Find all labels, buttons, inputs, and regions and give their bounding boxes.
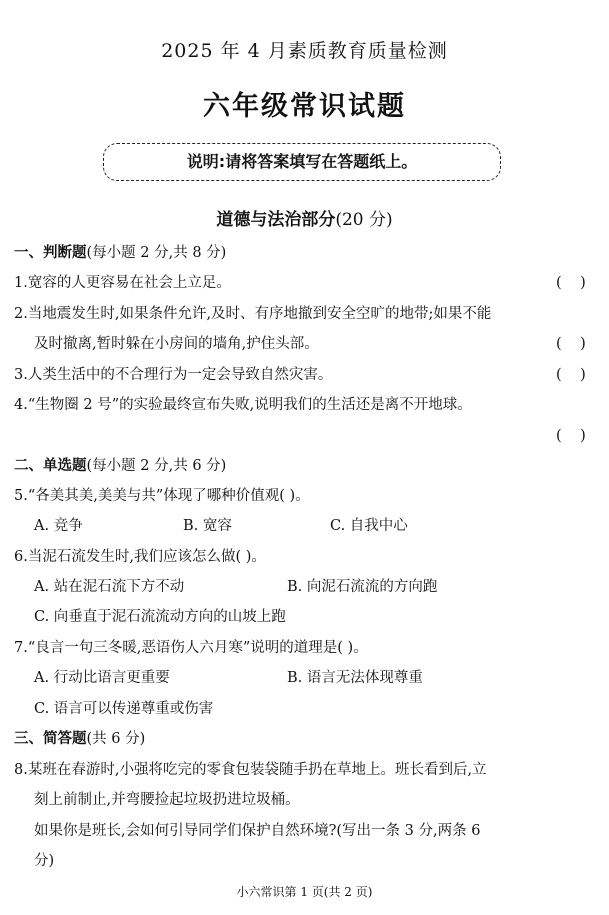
- exam-title: 六年级常识试题: [203, 91, 406, 122]
- section-1-note: (每小题 2 分,共 8 分): [86, 245, 227, 261]
- question-2-line-2: 及时撤离,暂时躲在小房间的墙角,护住头部。: [34, 336, 319, 352]
- section-2-title: 二、单选题: [14, 458, 87, 474]
- part-score: (20 分): [335, 210, 393, 230]
- question-6: 6.当泥石流发生时,我们应该怎么做( )。: [14, 549, 266, 565]
- section-2-note: (每小题 2 分,共 6 分): [86, 458, 227, 474]
- option-q5-b: B. 宽容: [183, 518, 232, 534]
- section-3-title: 三、简答题: [14, 731, 87, 747]
- question-8-line-4: 分): [34, 853, 55, 869]
- section-1-heading: [14, 243, 226, 263]
- answer-paren-q2: ( ): [556, 336, 586, 352]
- question-7: 7.“良言一句三冬暖,恶语伤人六月寒”说明的道理是( )。: [14, 640, 368, 656]
- question-2-line-1: 2.当地震发生时,如果条件允许,及时、有序地撤到安全空旷的地带;如果不能: [14, 306, 492, 322]
- page-footer: 小六常识第 1 页(共 2 页): [236, 885, 373, 899]
- option-q6-a: A. 站在泥石流下方不动: [34, 579, 185, 595]
- answer-paren-q4: ( ): [556, 428, 586, 444]
- answer-paren-q3: ( ): [556, 367, 586, 383]
- option-q6-b: B. 向泥石流流的方向跑: [287, 579, 438, 595]
- question-4: 4.“生物圈 2 号”的实验最终宣布失败,说明我们的生活还是离不开地球。: [14, 397, 472, 413]
- option-q7-b: B. 语言无法体现尊重: [287, 670, 423, 686]
- part-title: [0, 205, 609, 230]
- question-3: 3.人类生活中的不合理行为一定会导致自然灾害。: [14, 367, 333, 383]
- option-q5-a: A. 竞争: [34, 518, 83, 534]
- question-8-line-3: 如果你是班长,会如何引导同学们保护自然环境?(写出一条 3 分,两条 6: [34, 823, 481, 839]
- exam-header: 2025 年 4 月素质教育质量检测: [161, 40, 448, 62]
- section-3-note: (共 6 分): [86, 731, 146, 747]
- part-title-text: 道德与法治部分: [216, 210, 336, 230]
- section-3-heading: [14, 729, 145, 749]
- question-8-line-2: 刻上前制止,并弯腰捡起垃圾扔进垃圾桶。: [34, 792, 300, 808]
- option-q7-c: C. 语言可以传递尊重或伤害: [34, 701, 214, 717]
- option-q6-c: C. 向垂直于泥石流流动方向的山坡上跑: [34, 609, 286, 625]
- answer-paren-q1: ( ): [556, 275, 586, 291]
- question-1: 1.宽容的人更容易在社会上立足。: [14, 275, 231, 291]
- option-q5-c: C. 自我中心: [330, 518, 408, 534]
- section-1-title: 一、判断题: [14, 245, 87, 261]
- notice-box: 说明:请将答案填写在答题纸上。: [103, 143, 501, 181]
- section-2-heading: [14, 456, 226, 476]
- option-q7-a: A. 行动比语言更重要: [34, 670, 170, 686]
- question-5: 5.“各美其美,美美与共”体现了哪种价值观( )。: [14, 488, 310, 504]
- question-8-line-1: 8.某班在春游时,小强将吃完的零食包装袋随手扔在草地上。班长看到后,立: [14, 762, 487, 778]
